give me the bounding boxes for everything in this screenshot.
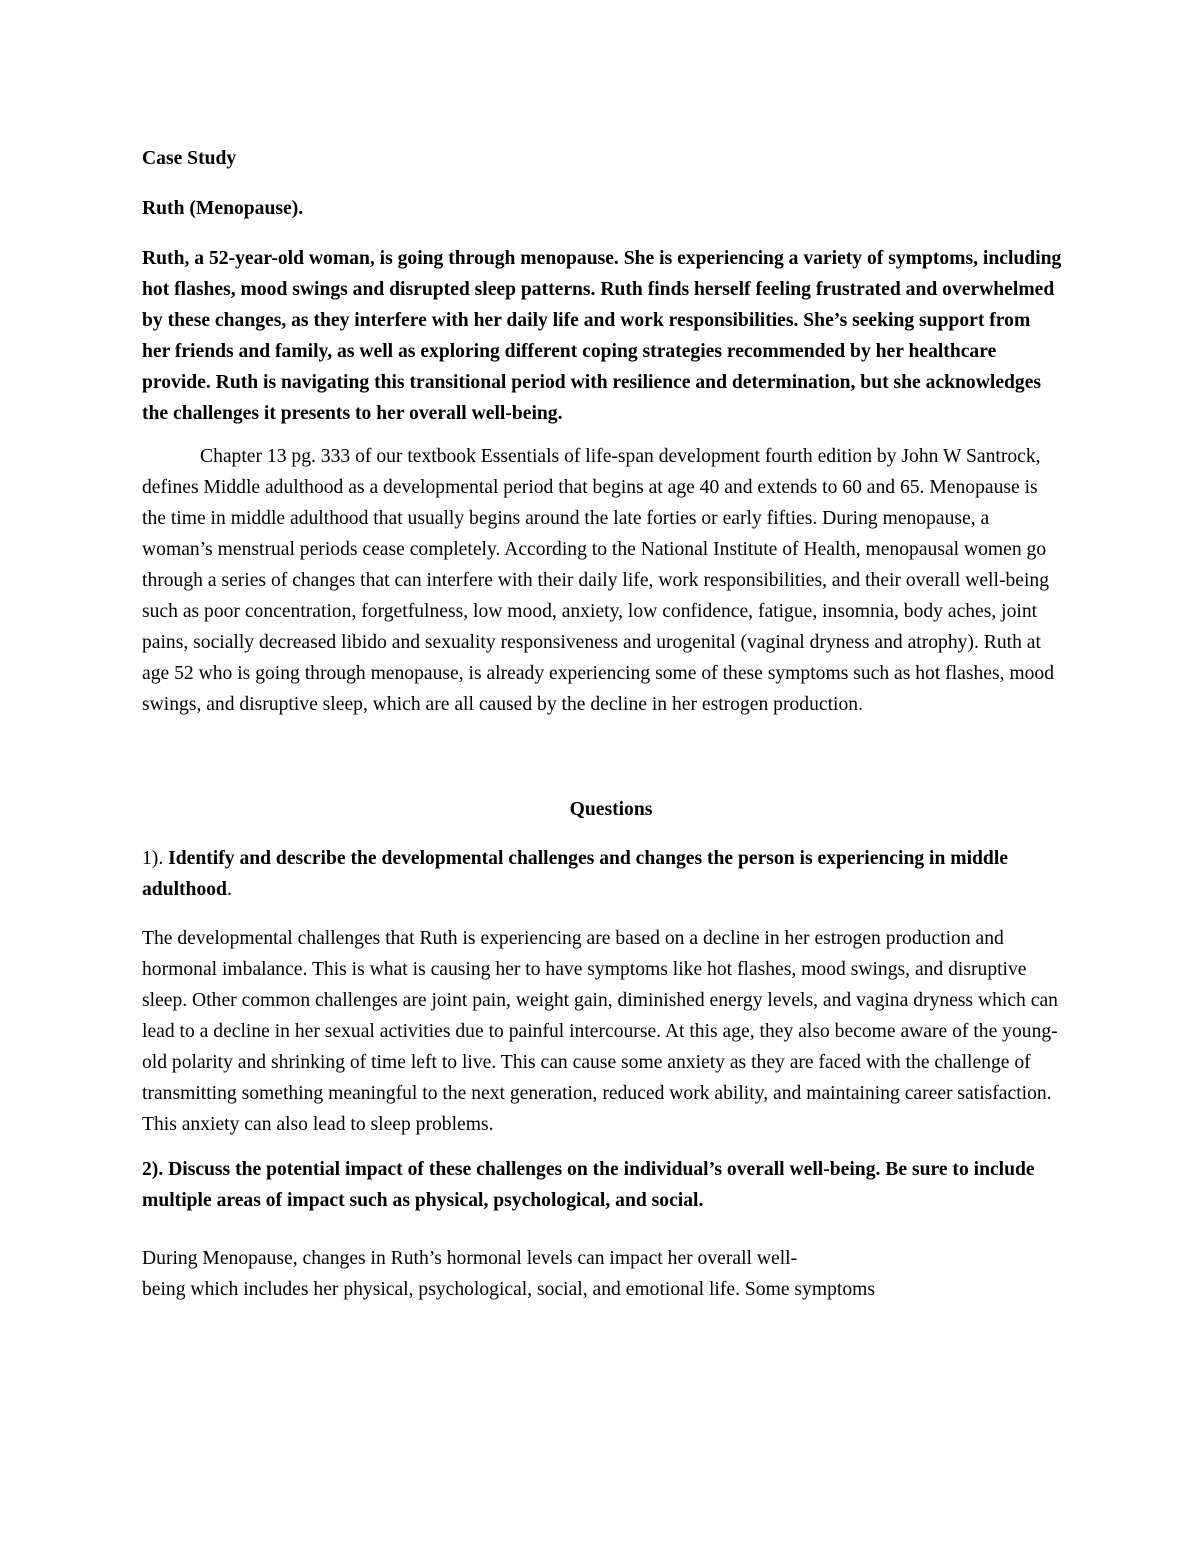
case-description: Ruth, a 52-year-old woman, is going through menopause. She is experiencing a variety of symptoms, including hot flashes, mood swings and disrupted sleep patterns. Ruth finds herself feeling frustrated and overwhelmed by these changes, as they interfere with her daily life and work responsibilities. She’s seeking support from her friends and family, as well as exploring different coping strategies recommended by her healthcare provide. Ruth is navigating this transitional period with resilience and determination, but she acknowledges the challenges it presents to her overall well-being. [142,248,1062,424]
question-1-end: . [226,879,232,900]
intro-paragraph: Chapter 13 pg. 333 of our textbook Essentials of life-span development fourth edition by John W Santrock, defines Middle adulthood as a developmental period that begins at age 40 and extends to 60 and 65. Menopause is the time in middle adulthood that usually begins around the late forties or early fifties. During menopause, a woman’s menstrual periods cease completely. According to the National Institute of Health, menopausal women go through a series of changes that can interfere with their daily life, work responsibilities, and their overall well-being such as poor concentration, forgetfulness, low mood, anxiety, low confidence, fatigue, insomnia, body aches, joint pains, socially decreased libido and sexuality responsiveness and urogenital (vaginal dryness and atrophy). Ruth at age 52 who is going through menopause, is already experiencing some of these symptoms such as hot flashes, mood swings, and disruptive sleep, which are all caused by the decline in her estrogen production. [142,446,1055,715]
question-1-number: 1). [142,848,164,869]
questions-heading: Questions [569,799,653,820]
document-subtitle: Ruth (Menopause). [142,198,304,219]
answer-2-line-1: During Menopause, changes in Ruth’s hormonal levels can impact her overall well- [142,1248,798,1269]
answer-2-line-2: being which includes her physical, psychological, social, and emotional life. Some symptoms [142,1279,875,1300]
question-2: 2). Discuss the potential impact of these challenges on the individual’s overall well-being. Be sure to include multiple areas of impact such as physical, psychological, and social. [142,1159,1035,1211]
document-content [142,143,1062,1305]
question-1 [142,843,1062,905]
answer-1: The developmental challenges that Ruth is experiencing are based on a decline in her estrogen production and hormonal imbalance. This is what is causing her to have symptoms like hot flashes, mood swings, and disruptive sleep. Other common challenges are joint pain, weight gain, diminished energy levels, and vagina dryness which can lead to a decline in her sexual activities due to painful intercourse. At this age, they also become aware of the young-old polarity and shrinking of time left to live. This can cause some anxiety as they are faced with the challenge of transmitting something meaningful to the next generation, reduced work ability, and maintaining career satisfaction. This anxiety can also lead to sleep problems. [142,928,1058,1135]
document-title: Case Study [142,148,237,169]
question-1-text: Identify and describe the developmental challenges and changes the person is experiencing in middle adulthood [142,848,1008,900]
answer-2 [142,1243,1062,1305]
